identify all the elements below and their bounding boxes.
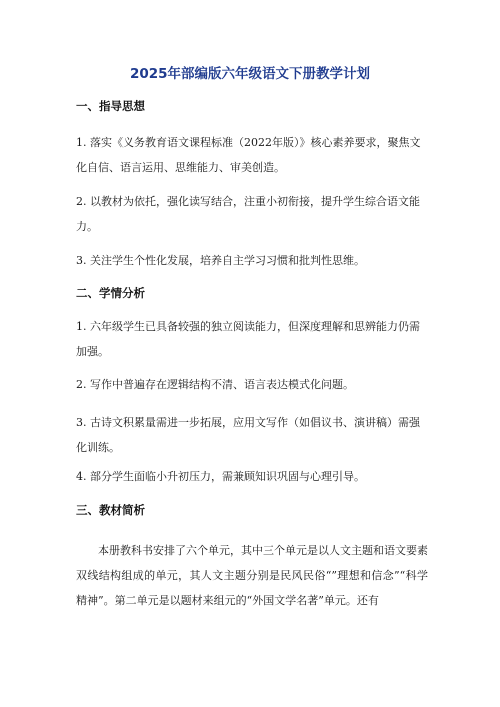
list-item: 2. 以教材为依托，强化读写结合，注重小初衔接，提升学生综合语文能力。 xyxy=(76,195,420,233)
section-heading-textbook-overview: 三、教材简析 xyxy=(76,503,145,517)
textbook-overview-paragraph: 本册教科书安排了六个单元，其中三个单元是以人文主题和语文要素双线结构组成的单元，其人文主题分别是民风民俗“”理想和信念”“科学精神”。第二单元是以题材来组元的“外国文学名著”单元。还有 xyxy=(76,544,428,607)
list-item: 1. 落实《义务教育语文课程标准（2022年版）》核心素养要求，聚焦文化自信、语言运用、思维能力、审美创造。 xyxy=(76,136,421,174)
document-title: 2025年部编版六年级语文下册教学计划 xyxy=(129,66,371,82)
section-heading-guiding-ideology: 一、指导思想 xyxy=(76,99,145,113)
list-item: 2. 写作中普遍存在逻辑结构不清、语言表达模式化问题。 xyxy=(76,378,354,391)
list-item: 3. 古诗文积累量需进一步拓展，应用文写作（如倡议书、演讲稿）需强化训练。 xyxy=(76,416,420,454)
section-heading-student-analysis: 二、学情分析 xyxy=(76,286,145,300)
list-item: 1. 六年级学生已具备较强的独立阅读能力，但深度理解和思辨能力仍需加强。 xyxy=(76,320,420,358)
list-item: 3. 关注学生个性化发展，培养自主学习习惯和批判性思维。 xyxy=(76,254,365,267)
list-item: 4. 部分学生面临小升初压力，需兼顾知识巩固与心理引导。 xyxy=(76,470,365,483)
